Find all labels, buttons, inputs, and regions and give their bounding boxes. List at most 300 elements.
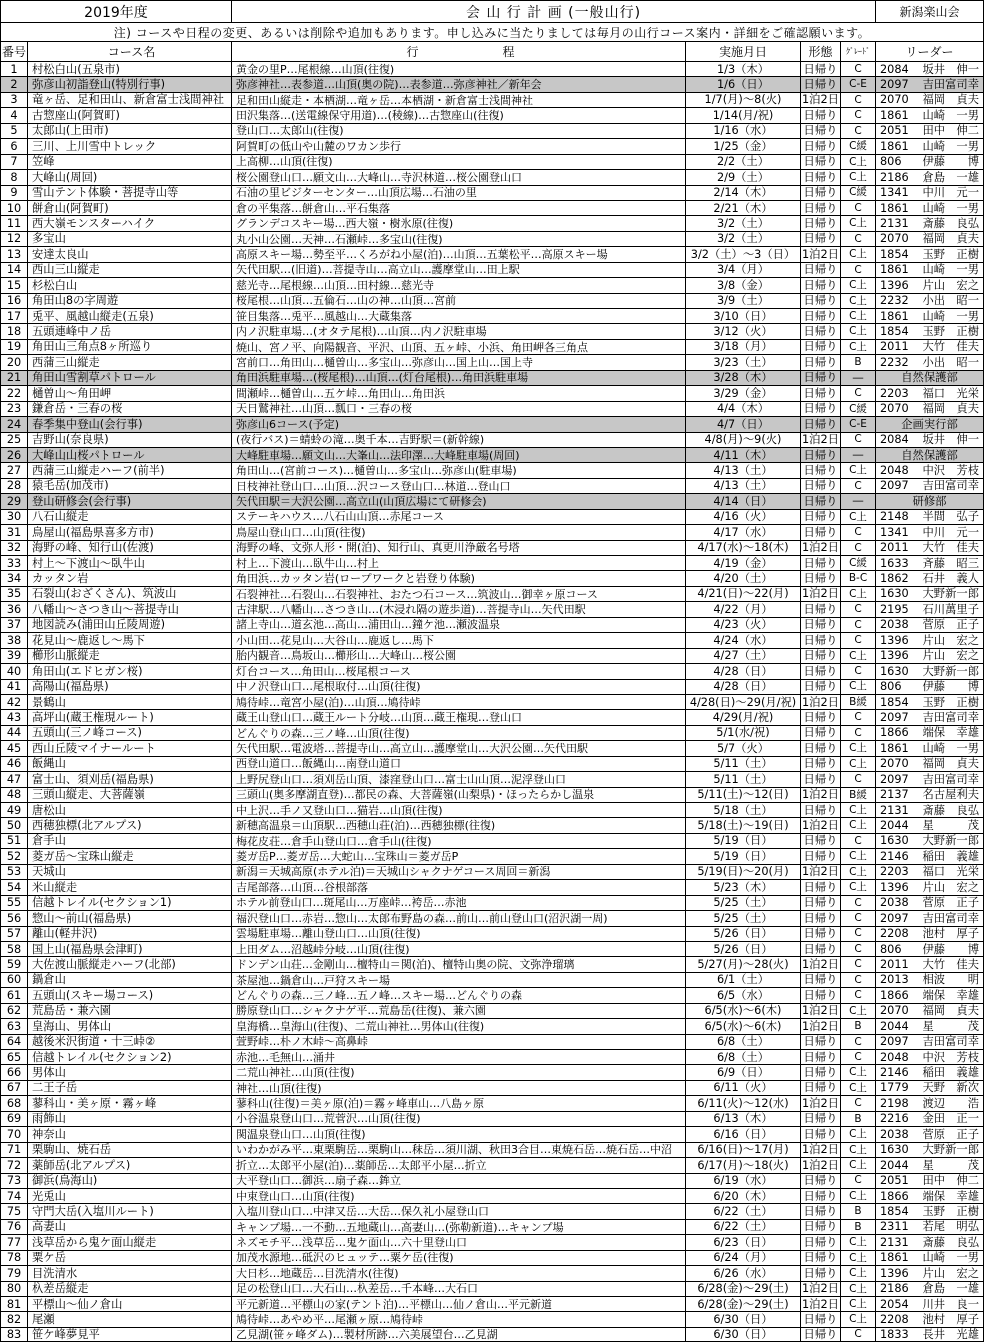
- course-name: 倉手山: [28, 834, 232, 848]
- form: 1泊2日: [801, 1143, 841, 1157]
- row-no: 52: [1, 849, 28, 863]
- leader: [876, 448, 983, 462]
- form: 1泊2日: [801, 1158, 841, 1172]
- course-name: 栗駒山、焼石岳: [28, 1143, 232, 1157]
- leader-name: 玉野 正樹: [922, 1204, 979, 1218]
- leader-name: 田中 伸二: [922, 124, 979, 138]
- leader-id: 2097: [880, 710, 909, 724]
- table-row: [0, 1126, 984, 1141]
- route: 阿賀町の低山や山麓のワカン歩行: [232, 139, 686, 153]
- route: 三頭山(奥多摩湖直登)…都民の森、大菩薩嶺(山梨県)・ほったらかし温泉: [232, 788, 686, 802]
- row-no: 58: [1, 942, 28, 956]
- grade: C: [841, 1174, 876, 1188]
- date: 6/22（土）: [686, 1220, 801, 1234]
- route: 新穂高温泉＝山頂駅…西穂山荘(泊)…西穂独標(往復): [232, 818, 686, 832]
- table-row: [0, 462, 984, 477]
- form: 日帰り: [801, 77, 841, 91]
- grade: C: [841, 927, 876, 941]
- leader-name: 福口 光栄: [922, 865, 979, 879]
- date: 4/13（土）: [686, 479, 801, 493]
- row-no: 83: [1, 1328, 28, 1341]
- form: 日帰り: [801, 232, 841, 246]
- leader-name: 福岡 貞夫: [922, 757, 979, 771]
- date: 1/3（木）: [686, 62, 801, 76]
- form: 日帰り: [801, 1081, 841, 1095]
- form: 日帰り: [801, 108, 841, 122]
- course-name: 西蒲三山縦走: [28, 355, 232, 369]
- grade: C上: [841, 216, 876, 230]
- course-name: 角田山三角点8ヶ所巡り: [28, 340, 232, 354]
- form: 日帰り: [801, 1112, 841, 1126]
- grade: C: [841, 957, 876, 971]
- route: 小谷温泉登山口…荒菅沢…山頂(往復): [232, 1112, 686, 1126]
- leader: [876, 1127, 983, 1141]
- table-row: [0, 293, 984, 308]
- route: 灯台コース…角田山…桜尾根コース: [232, 664, 686, 678]
- date: 5/7（火）: [686, 741, 801, 755]
- route: 矢代田駅＝大沢公園…高立山(山頂広場にて研修会): [232, 494, 686, 508]
- leader-name: 山崎 一男: [922, 741, 979, 755]
- form: 日帰り: [801, 417, 841, 431]
- course-name: 国上山(福島県会津町): [28, 942, 232, 956]
- grade: C: [841, 201, 876, 215]
- leader-name: 名古屋利夫: [922, 788, 979, 802]
- grade: C上: [841, 1127, 876, 1141]
- date: 6/30（日）: [686, 1328, 801, 1341]
- leader-name: 坂井 伸一: [922, 433, 979, 447]
- grade: C: [841, 263, 876, 277]
- date: 1/16（水）: [686, 124, 801, 138]
- leader: [876, 494, 983, 508]
- table-row: [0, 1311, 984, 1326]
- grade: C上: [841, 818, 876, 832]
- leader-name: 片山 宏之: [922, 278, 979, 292]
- leader-name: 田中 伸二: [922, 1174, 979, 1188]
- date: 2/21（木）: [686, 201, 801, 215]
- leader: [876, 170, 983, 184]
- grade: B緩: [841, 695, 876, 709]
- row-no: 48: [1, 788, 28, 802]
- date: 3/2（土）～3（日）: [686, 247, 801, 261]
- route: 慈光寺…尾根線…山頂…田村線…慈光寺: [232, 278, 686, 292]
- route: 海野の峰、文弥人形・開(泊)、知行山、真更川浄厳名号塔: [232, 541, 686, 555]
- form: 日帰り: [801, 186, 841, 200]
- course-name: 杉松白山: [28, 278, 232, 292]
- form: 日帰り: [801, 942, 841, 956]
- leader-id: 2070: [880, 402, 909, 416]
- date: 5/11（土）: [686, 772, 801, 786]
- route: 神社…山頂(往復): [232, 1081, 686, 1095]
- page-title: 会 山 行 計 画 (一般山行): [232, 1, 876, 22]
- leader: [876, 62, 983, 76]
- grade: C上: [841, 1282, 876, 1296]
- form: 1泊2日: [801, 1297, 841, 1311]
- grade: C上: [841, 649, 876, 663]
- leader: [876, 402, 983, 416]
- course-name: 五頭連峰中ノ岳: [28, 324, 232, 338]
- route: 笹目集落…兎平…風越山…大蔵集落: [232, 309, 686, 323]
- date: 5/25（土）: [686, 911, 801, 925]
- leader: [876, 680, 983, 694]
- grade: C: [841, 93, 876, 107]
- leader-name: 山崎 一男: [922, 1251, 979, 1265]
- course-name: 八石山縦走: [28, 510, 232, 524]
- row-no: 36: [1, 602, 28, 616]
- form: 日帰り: [801, 1127, 841, 1141]
- form: 日帰り: [801, 556, 841, 570]
- row-no: 23: [1, 402, 28, 416]
- leader-name: 大野新一郎: [922, 1143, 979, 1157]
- route: 大峰駐車場…願文山…大峯山…法印澤…大峰駐車場(周回): [232, 448, 686, 462]
- date: 6/11（火）: [686, 1081, 801, 1095]
- date: 4/19（金）: [686, 556, 801, 570]
- row-no: 55: [1, 896, 28, 910]
- row-no: 18: [1, 324, 28, 338]
- course-name: 笹ケ峰夢見平: [28, 1328, 232, 1341]
- leader-id: 2203: [880, 865, 909, 879]
- form: 日帰り: [801, 139, 841, 153]
- leader-name: 伊藤 博: [922, 942, 979, 956]
- table-row: [0, 493, 984, 508]
- route: どんぐりの森…三ノ峰…五ノ峰…スキー場…どんぐりの森: [232, 988, 686, 1002]
- form: 日帰り: [801, 927, 841, 941]
- header-grade: ｸﾞﾚｰﾄﾞ: [841, 42, 876, 61]
- date: 3/9（土）: [686, 294, 801, 308]
- table-row: [0, 926, 984, 941]
- row-no: 59: [1, 957, 28, 971]
- route: 高原スキー場…勢至平…くろがね小屋(泊)…山頂…五葉松平…高原スキー場: [232, 247, 686, 261]
- route: 間瀬峠…樋曽山…五ケ峠…角田山…角田浜: [232, 386, 686, 400]
- row-no: 82: [1, 1312, 28, 1326]
- leader-name: 吉田富司幸: [922, 911, 979, 925]
- leader: [876, 942, 983, 956]
- route: ステーキハウス…八石山山頂…赤尾コース: [232, 510, 686, 524]
- leader-name: 池村 厚子: [922, 927, 979, 941]
- course-name: 餅倉山(阿賀町): [28, 201, 232, 215]
- row-no: 11: [1, 216, 28, 230]
- route: 大平登山口…御浜…扇子森…鉾立: [232, 1174, 686, 1188]
- route: 中上沢…手ノ又登山口…猫岩…山頂(往復): [232, 803, 686, 817]
- grade: C: [841, 62, 876, 76]
- row-no: 73: [1, 1174, 28, 1188]
- grade: B緩: [841, 788, 876, 802]
- date: 5/19（日）: [686, 849, 801, 863]
- table-row: [0, 1111, 984, 1126]
- leader-id: 1861: [880, 108, 909, 122]
- leader-name: 福岡 貞夫: [922, 93, 979, 107]
- leader-id: 1396: [880, 633, 909, 647]
- leader: [876, 849, 983, 863]
- leader-id: 1854: [880, 247, 909, 261]
- form: 日帰り: [801, 294, 841, 308]
- club-name: 新潟楽山会: [899, 5, 960, 19]
- route: 大日杉…地蔵岳…目洗清水(往復): [232, 1266, 686, 1280]
- leader-name: 渡辺 浩: [922, 1096, 979, 1110]
- row-no: 56: [1, 911, 28, 925]
- course-name: 弥彦山初詣登山(特別行事): [28, 77, 232, 91]
- leader-id: 2011: [880, 541, 909, 555]
- leader-id: 2203: [880, 386, 909, 400]
- route: 胎内観音…鳥坂山…櫛形山…大峰山…桜公園: [232, 649, 686, 663]
- leader-name: 斎藤 良弘: [922, 216, 979, 230]
- course-name: 五頭山(スキー場コース): [28, 988, 232, 1002]
- leader-name: 天野 新次: [922, 1081, 979, 1095]
- leader-name: 福岡 貞夫: [922, 402, 979, 416]
- row-no: 33: [1, 556, 28, 570]
- table-row: [0, 323, 984, 338]
- leader-id: 2070: [880, 93, 909, 107]
- date: 3/23（土）: [686, 355, 801, 369]
- grade: B: [841, 355, 876, 369]
- leader-id: 2195: [880, 602, 909, 616]
- route: 登山口…太郎山(往復): [232, 124, 686, 138]
- form: 1泊2日: [801, 957, 841, 971]
- leader: [876, 201, 983, 215]
- form: 日帰り: [801, 1189, 841, 1203]
- leader: [876, 618, 983, 632]
- header-no: 番号: [1, 42, 28, 61]
- grade: C-E: [841, 77, 876, 91]
- table-row: [0, 1203, 984, 1218]
- row-no: 4: [1, 108, 28, 122]
- header-course: コース名: [28, 42, 232, 61]
- grade: C: [841, 942, 876, 956]
- row-no: 40: [1, 664, 28, 678]
- leader-name: 玉野 正樹: [922, 695, 979, 709]
- leader-id: 1854: [880, 1204, 909, 1218]
- leader: [876, 479, 983, 493]
- leader-name: 大野新一郎: [922, 664, 979, 678]
- grade: C: [841, 525, 876, 539]
- leader-name: 星 茂: [922, 1158, 979, 1172]
- row-no: 67: [1, 1081, 28, 1095]
- course-name: 雪山テント体験・菩提寺山等: [28, 186, 232, 200]
- date: 3/29（金）: [686, 386, 801, 400]
- date: 3/4（月）: [686, 263, 801, 277]
- form: 日帰り: [801, 463, 841, 477]
- date: 6/19（水）: [686, 1174, 801, 1188]
- table-row: [0, 1157, 984, 1172]
- grade: C上: [841, 324, 876, 338]
- course-name: 笠峰: [28, 155, 232, 169]
- course-name: 雨飾山: [28, 1112, 232, 1126]
- leader: [876, 1174, 983, 1188]
- course-name: 猿毛岳(加茂市): [28, 479, 232, 493]
- row-no: 30: [1, 510, 28, 524]
- grade: C緩: [841, 556, 876, 570]
- grade: C: [841, 664, 876, 678]
- course-name: 皇海山、男体山: [28, 1019, 232, 1033]
- leader-id: 1861: [880, 263, 909, 277]
- date: 4/7（日）: [686, 417, 801, 431]
- row-no: 64: [1, 1035, 28, 1049]
- course-name: 杁差岳縦走: [28, 1282, 232, 1296]
- leader: [876, 541, 983, 555]
- leader-name: 山崎 一男: [922, 139, 979, 153]
- route: 丸小山公園…天神…石瀬峠…多宝山(往復): [232, 232, 686, 246]
- table-row: [0, 277, 984, 292]
- course-name: 村松白山(五泉市): [28, 62, 232, 76]
- grade: C-E: [841, 417, 876, 431]
- grade: C: [841, 633, 876, 647]
- table-row: [0, 432, 984, 447]
- table-row: [0, 262, 984, 277]
- date: 5/27(月)～28(火): [686, 957, 801, 971]
- grade: C緩: [841, 402, 876, 416]
- leader: [876, 757, 983, 771]
- leader-name: 中川 元一: [922, 186, 979, 200]
- leader: [876, 417, 983, 431]
- route: 日枝神社登山口…山頂…沢コース登山口…林道…登山口: [232, 479, 686, 493]
- row-no: 50: [1, 818, 28, 832]
- leader-id: 2208: [880, 1313, 909, 1326]
- route: 雲場駐車場…離山登山口…山頂(往復): [232, 927, 686, 941]
- row-no: 3: [1, 93, 28, 107]
- course-name: 平標山～仙ノ倉山: [28, 1297, 232, 1311]
- route: 焼山、宮ノ平、向陽観音、平沢、山頂、五ヶ峠、小浜、角田岬各三角点: [232, 340, 686, 354]
- grade: B-C: [841, 571, 876, 585]
- course-name: 西山丘陵マイナールート: [28, 741, 232, 755]
- date: 2/2（土）: [686, 155, 801, 169]
- leader-id: 2097: [880, 78, 909, 91]
- course-name: 五頭山(三ノ峰コース): [28, 726, 232, 740]
- route: 加茂水源地…砥沢のヒュッテ…粟ケ岳(往復): [232, 1251, 686, 1265]
- leader-name: 中川 元一: [922, 525, 979, 539]
- leader-id: 2198: [880, 1096, 909, 1110]
- row-no: 25: [1, 433, 28, 447]
- leader-id: 1630: [880, 1143, 909, 1157]
- grade: ―: [841, 371, 876, 385]
- grade: C上: [841, 1266, 876, 1280]
- form: 日帰り: [801, 309, 841, 323]
- leader: [876, 124, 983, 138]
- table-row: [0, 972, 984, 987]
- row-no: 39: [1, 649, 28, 663]
- row-no: 37: [1, 618, 28, 632]
- leader-id: 2054: [880, 1297, 909, 1311]
- row-no: 65: [1, 1050, 28, 1064]
- leader-name: 菅原 正子: [922, 896, 979, 910]
- route: 弥彦山6コース(予定): [232, 417, 686, 431]
- course-name: 登山研修会(会行事): [28, 494, 232, 508]
- header-route: 行 程: [232, 42, 686, 61]
- route: 中束登山口…山頂(往復): [232, 1189, 686, 1203]
- leader-name: 片山 宏之: [922, 649, 979, 663]
- table-row: [0, 123, 984, 138]
- form: 1泊2日: [801, 433, 841, 447]
- grade: B: [841, 1019, 876, 1033]
- form: 日帰り: [801, 757, 841, 771]
- date: 4/8(月)～9(火): [686, 433, 801, 447]
- form: 日帰り: [801, 371, 841, 385]
- form: 1泊2日: [801, 788, 841, 802]
- leader-name: 石井 義人: [922, 572, 979, 585]
- course-name: 古惣座山(阿賀町): [28, 108, 232, 122]
- row-no: 20: [1, 355, 28, 369]
- route: 二荒山神社…山頂(往復): [232, 1065, 686, 1079]
- date: 4/16（火）: [686, 510, 801, 524]
- table-row: [0, 648, 984, 663]
- date: 3/2（土）: [686, 232, 801, 246]
- leader-name: 大野新一郎: [922, 834, 979, 848]
- date: 6/11(火)～12(水): [686, 1096, 801, 1110]
- form: 日帰り: [801, 494, 841, 508]
- table-row: [0, 848, 984, 863]
- table-row: [0, 632, 984, 647]
- course-name: 八幡山～さつき山～菩提寺山: [28, 602, 232, 616]
- row-no: 24: [1, 417, 28, 431]
- date: 6/8（土）: [686, 1050, 801, 1064]
- leader-id: 2013: [880, 973, 909, 987]
- leader-id: 1630: [880, 664, 909, 678]
- date: 5/11（土）: [686, 757, 801, 771]
- grade: C上: [841, 1158, 876, 1172]
- leader-id: 806: [880, 942, 902, 956]
- date: 6/1（土）: [686, 973, 801, 987]
- leader-name: 片山 宏之: [922, 880, 979, 894]
- row-no: 21: [1, 371, 28, 385]
- grade: C上: [841, 741, 876, 755]
- header-date: 実施月日: [686, 42, 801, 61]
- table-row: [0, 833, 984, 848]
- grade: C上: [841, 463, 876, 477]
- grade: C: [841, 541, 876, 555]
- course-name: 竜ヶ岳、足和田山、新倉富士浅間神社: [28, 93, 232, 107]
- leader-id: 2044: [880, 1158, 909, 1172]
- leader-id: 1866: [880, 1189, 909, 1203]
- course-name: 惣山～前山(福島県): [28, 911, 232, 925]
- row-no: 27: [1, 463, 28, 477]
- grade: C上: [841, 510, 876, 524]
- leader: [876, 1019, 983, 1033]
- leader: [876, 525, 983, 539]
- leader: [876, 155, 983, 169]
- leader: [876, 355, 983, 369]
- table-row: [0, 1018, 984, 1033]
- leader: [876, 710, 983, 724]
- leader-name: 端保 幸雄: [922, 1189, 979, 1203]
- route: 上野尻登山口…須刈岳山頂、漆窪登山口…富士山山頂…泥浮登山口: [232, 772, 686, 786]
- grade: C緩: [841, 186, 876, 200]
- grade: C: [841, 1050, 876, 1064]
- leader: [876, 386, 983, 400]
- leader-name: 大竹 佳夫: [922, 541, 979, 555]
- row-no: 26: [1, 448, 28, 462]
- table-row: [0, 385, 984, 400]
- grade: C上: [841, 170, 876, 184]
- grade: C: [841, 726, 876, 740]
- leader-name: 大竹 佳夫: [922, 957, 979, 971]
- form: 日帰り: [801, 510, 841, 524]
- leader-id: 1866: [880, 988, 909, 1002]
- grade: C: [841, 896, 876, 910]
- route: 石油の里ビジターセンター…山頂広場…石油の里: [232, 186, 686, 200]
- date: 6/8（土）: [686, 1035, 801, 1049]
- leader-name: 小出 昭一: [922, 294, 979, 308]
- row-no: 2: [1, 77, 28, 91]
- grade: C: [841, 710, 876, 724]
- leader: [876, 463, 983, 477]
- leader: [876, 1204, 983, 1218]
- row-no: 15: [1, 278, 28, 292]
- form: 1泊2日: [801, 695, 841, 709]
- course-name: 蓼科山・美ヶ原・霧ヶ峰: [28, 1096, 232, 1110]
- leader-name: 福岡 貞夫: [922, 1004, 979, 1018]
- grade: C上: [841, 340, 876, 354]
- date: 1/14(月/祝): [686, 108, 801, 122]
- form: 日帰り: [801, 170, 841, 184]
- route: 桜公園登山口…願文山…大峰山…寺沢林道…桜公園登山口: [232, 170, 686, 184]
